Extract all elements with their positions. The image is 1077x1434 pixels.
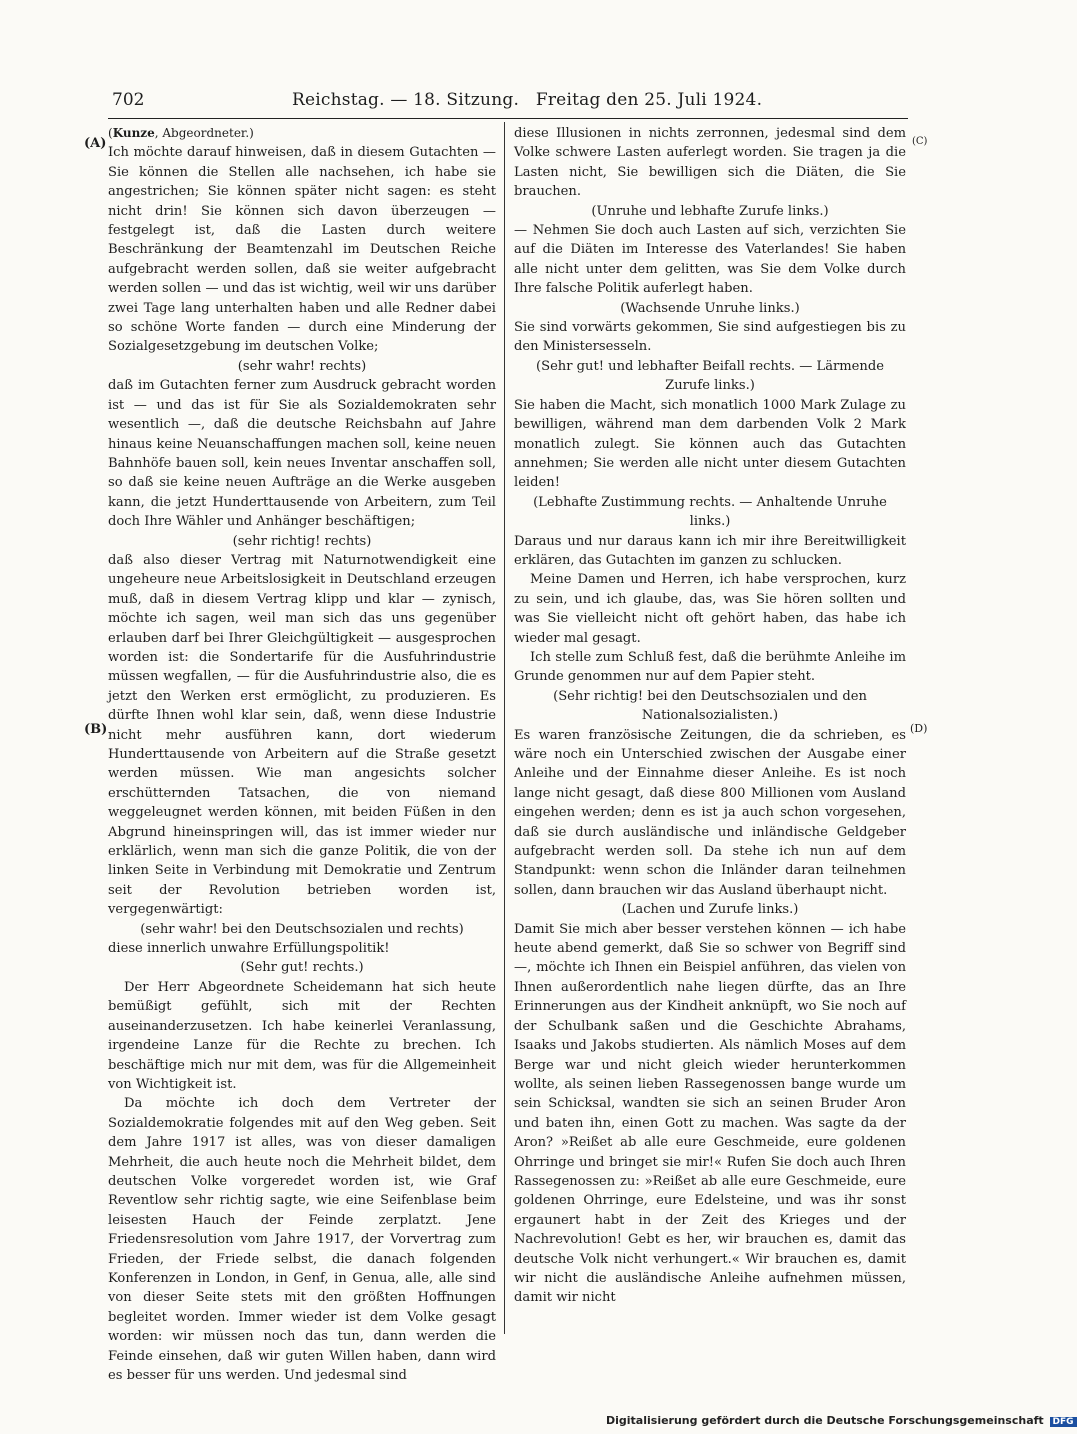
interjection: (Unruhe und lebhafte Zurufe links.) <box>591 203 829 219</box>
paragraph: Da möchte ich doch dem Vertreter der Sozialdemokratie folgendes mit auf den Weg geben. Seit dem Jahre 1917 ist alles, was von dieser damaligen Mehrheit, die auch heute noch die Mehrheit bildet, dem deutschen Volke vorgeredet worden ist, wie Graf Reventlow sehr richtig sagte, wie eine Seifenblase beim leisesten Hauch der Feinde zerplatzt. Jene Friedensresolution vom Jahre 1917, der Vorvertrag zum Frieden, der Friede selbst, die danach folgenden Konferenzen in London, in Genf, in Genua, alle, alle sind von dieser Seite stets mit den größten Hoffnungen begleitet worden. Immer wieder ist dem Volke gesagt worden: wir müssen noch das tun, dann werden die Feinde einsehen, daß wir guten Willen haben, dann wird es besser für uns werden. Und jedesmal sind <box>108 1096 496 1383</box>
header-title: Reichstag. — 18. Sitzung. Freitag den 25. Juli 1924. <box>292 90 763 110</box>
paragraph: daß im Gutachten ferner zum Ausdruck gebracht worden ist — und das ist für Sie als Sozialdemokraten sehr wesentlich —, daß die deutsche Reichsbahn auf Jahre hinaus keine Neuanschaffungen machen soll, keine neuen Bahnhöfe bauen soll, kein neues Inventar anschaffen soll, so daß sie keine neuen Aufträge an die Werke ausgeben kann, die jetzt Hunderttausende von Arbeitern, zum Teil doch Ihre Wähler und Anhänger beschäftigen; <box>108 378 496 530</box>
paragraph: diese Illusionen in nichts zerronnen, jedesmal sind dem Volke schwere Lasten auferlegt worden. Sie tragen ja die Lasten nicht, Sie bewilligen sich die Diäten, die Sie brauchen. <box>514 126 906 200</box>
header-rule <box>108 118 908 119</box>
interjection: (sehr richtig! rechts) <box>232 533 372 549</box>
paragraph: — Nehmen Sie doch auch Lasten auf sich, verzichten Sie auf die Diäten im Interesse des Vaterlandes! Sie haben alle nicht unter dem gelitten, was Sie dem Volke durch Ihre falsche Politik auferlegt haben. <box>514 223 906 297</box>
paragraph: daß also dieser Vertrag mit Naturnotwendigkeit eine ungeheure neue Arbeitslosigkeit in Deutschland erzeugen muß, daß in diesem Vertrag klipp und klar — zynisch, möchte ich sagen, weil man sich das uns gegenüber erlauben darf bei Ihrer Gleichgültigkeit — ausgesprochen worden ist: die Sondertarife für die Ausfuhrindustrie müssen wegfallen, — für die Ausfuhrindustrie also, die es jetzt den Werken erst ermöglicht, zu produzieren. Es dürfte Ihnen wohl klar sein, daß, wenn diese Industrie nicht mehr ausführen kann, dort wiederum Hunderttausende von Arbeitern auf die Straße gesetzt werden müssen. Wie man angesichts solcher erschütternden Tatsachen, die von niemand weggeleugnet werden können, mit beiden Füßen in den Abgrund hineinspringen will, das ist immer wieder nur erklärlich, wenn man sich die ganze Politik, die von der linken Seite in Verbindung mit Demokratie und Zentrum seit der Revolution betrieben worden ist, vergegenwärtigt: <box>108 552 496 918</box>
paragraph: Meine Damen und Herren, ich habe versprochen, kurz zu sein, und ich glaube, das, was Sie hören sollten und was Sie vielleicht nicht oft gehört haben, das habe ich wieder mal gesagt. <box>514 572 906 646</box>
paragraph: Sie sind vorwärts gekommen, Sie sind aufgestiegen bis zu den Ministersesseln. <box>514 320 906 355</box>
interjection: (Wachsende Unruhe links.) <box>620 300 800 316</box>
right-column <box>514 124 906 1308</box>
margin-mark-d: (D) <box>910 722 928 735</box>
interjection: (sehr wahr! bei den Deutschsozialen und rechts) <box>140 921 464 937</box>
interjection: (Lebhafte Zustimmung rechts. — Anhaltende Unruhe links.) <box>533 494 887 530</box>
page-header <box>112 90 907 116</box>
speaker-label: (Kunze, Abgeordneter.) <box>108 126 254 140</box>
interjection: (Lachen und Zurufe links.) <box>621 902 799 918</box>
paragraph: diese innerlich unwahre Erfüllungspolitik! <box>108 941 390 957</box>
paragraph: Der Herr Abgeordnete Scheidemann hat sich heute bemüßigt gefühlt, sich mit der Rechten auseinanderzusetzen. Ich habe keinerlei Veranlassung, irgendeine Lanze für die Rechte zu brechen. Ich beschäftige mich nur mit dem, was für die Allgemeinheit von Wichtigkeit ist. <box>108 979 496 1092</box>
left-column <box>108 124 496 1385</box>
footer-credit <box>606 1414 1077 1427</box>
paragraph: Ich stelle zum Schluß fest, daß die berühmte Anleihe im Grunde genommen nur auf dem Papier steht. <box>514 649 906 685</box>
paragraph: Ich möchte darauf hinweisen, daß in diesem Gutachten — Sie können die Stellen alle nachsehen, ich habe sie angestrichen; Sie können später nicht sagen: es steht nicht drin! Sie können sich davon überzeugen — festgelegt ist, daß die Lasten durch weitere Beschränkung der Beamtenzahl im Deutschen Reiche aufgebracht werden sollen, daß sie weiter aufgebracht werden sollen — und das ist wichtig, weil wir uns darüber zwei Tage lang unterhalten haben und alle Redner dabei so schöne Worte fanden — durch eine Minderung der Sozialgesetzgebung im deutschen Volke; <box>108 145 496 355</box>
interjection: (sehr wahr! rechts) <box>237 358 367 374</box>
interjection: (Sehr gut! und lebhafter Beifall rechts. — Lärmende Zurufe links.) <box>535 358 884 394</box>
paragraph: Damit Sie mich aber besser verstehen können — ich habe heute abend gemerkt, daß Sie so schwer von Begriff sind —, möchte ich Ihnen ein Beispiel anführen, das vielen von Ihnen außerordentlich nahe liegen dürfte, das an Ihre Erinnerungen aus der Kindheit anknüpft, wo Sie noch auf der Schulbank saßen und die Geschichte Abrahams, Isaaks und Jakobs studierten. Als nämlich Moses auf dem Berge war und nicht gleich wieder herunterkommen wollte, als seinen lieben Rassegenossen bange wurde um sein Schicksal, wandten sie sich an seinen Bruder Aron und baten ihn, einen Gott zu machen. Was sagte da der Aron? »Reißet ab alle eure Geschmeide, eure goldenen Ohrringe und bringet sie mir!« Rufen Sie doch auch Ihren Rassegenossen zu: »Reißet ab alle eure Geschmeide, eure goldenen Ohrringe, eure Edelsteine, und was ihr sonst ergaunert habt in der Zeit des Krieges und der Nachrevolution! Gebt es her, wir brauchen es, damit das deutsche Volk nicht verhungert.« Wir brauchen es, damit wir nicht die ausländische Anleihe aufnehmen müssen, damit wir nicht <box>514 921 906 1306</box>
page-number: 702 <box>112 90 145 110</box>
margin-mark-a: (A) <box>84 136 107 151</box>
paragraph: Daraus und nur daraus kann ich mir ihre Bereitwilligkeit erklären, das Gutachten im ganzen zu schlucken. <box>514 533 906 568</box>
dfg-logo: DFG <box>1050 1417 1077 1427</box>
margin-mark-c: (C) <box>912 136 928 147</box>
footer-text: Digitalisierung gefördert durch die Deutsche Forschungsgemeinschaft <box>606 1414 1044 1427</box>
paragraph: Sie haben die Macht, sich monatlich 1000 Mark Zulage zu bewilligen, während man dem darbenden Volk 2 Mark monatlich zulegt. Sie können auch das Gutachten annehmen; Sie werden alle nicht unter diesem Gutachten leiden! <box>514 397 906 491</box>
paragraph: Es waren französische Zeitungen, die da schrieben, es wäre noch ein Unterschied zwischen der Ausgabe einer Anleihe und der Einnahme dieser Anleihe. Es ist noch lange nicht gesagt, daß diese 800 Millionen vom Ausland eingehen werden; denn es ist ja auch schon vorgesehen, daß sie durch ausländische und inländische Geldgeber aufgebracht werden soll. Da stehe ich nun auf dem Standpunkt: wenn schon die Inländer daran teilnehmen sollen, dann brauchen wir das Ausland überhaupt nicht. <box>514 727 906 898</box>
interjection: (Sehr gut! rechts.) <box>240 960 364 976</box>
margin-mark-b: (B) <box>84 722 108 737</box>
interjection: (Sehr richtig! bei den Deutschsozialen und den Nationalsozialisten.) <box>553 688 867 724</box>
column-divider <box>504 122 505 1334</box>
